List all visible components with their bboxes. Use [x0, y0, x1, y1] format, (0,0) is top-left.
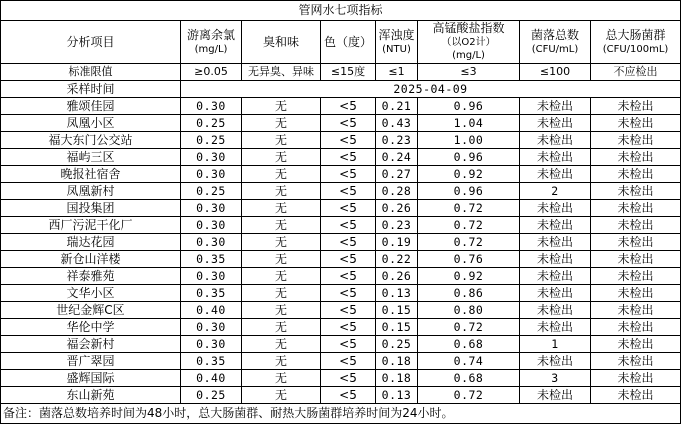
- cell-value: 无: [242, 387, 321, 404]
- cell-value: 未检出: [591, 200, 681, 217]
- cell-value: 0.72: [418, 234, 520, 251]
- cell-value: 未检出: [591, 387, 681, 404]
- cell-value: 0.68: [418, 336, 520, 353]
- cell-value: <5: [321, 149, 376, 166]
- site-name: 福屿三区: [1, 149, 181, 166]
- note-row: [1, 404, 681, 424]
- table-row: [1, 234, 681, 251]
- table-row: [1, 319, 681, 336]
- cell-value: 0.72: [418, 217, 520, 234]
- cell-value: <5: [321, 234, 376, 251]
- cell-value: <5: [321, 268, 376, 285]
- cell-value: 0.96: [418, 149, 520, 166]
- cell-value: 无: [242, 98, 321, 115]
- header-text-line1: 浑浊度: [378, 27, 415, 42]
- cell-value: 0.68: [418, 370, 520, 387]
- cell-value: 0.80: [418, 302, 520, 319]
- cell-value: 未检出: [520, 268, 591, 285]
- site-name: 凤凰小区: [1, 115, 181, 132]
- cell-value: 0.30: [181, 200, 242, 217]
- table-row: [1, 285, 681, 302]
- header-item: [1, 21, 181, 64]
- header-row: [1, 21, 681, 64]
- cell-value: 0.86: [418, 285, 520, 302]
- header-text-line1: 色（度）: [323, 34, 372, 49]
- cell-value: 0.72: [418, 387, 520, 404]
- cell-value: 未检出: [520, 353, 591, 370]
- cell-value: 0.25: [181, 115, 242, 132]
- cell-value: 未检出: [520, 132, 591, 149]
- cell-value: 未检出: [591, 268, 681, 285]
- cell-value: 0.22: [376, 251, 418, 268]
- sampling-time-row: [1, 81, 681, 98]
- header-text-line1: 游离余氯: [186, 27, 235, 42]
- cell-value: <5: [321, 166, 376, 183]
- cell-value: 3: [520, 370, 591, 387]
- cell-value: 未检出: [591, 353, 681, 370]
- cell-value: 未检出: [520, 149, 591, 166]
- site-name: 祥泰雅苑: [1, 268, 181, 285]
- standard-limit-value: 无异臭、异味: [242, 64, 321, 81]
- table-row: [1, 302, 681, 319]
- site-name: 晚报社宿舍: [1, 166, 181, 183]
- sampling-date: 2025-04-09: [181, 81, 681, 98]
- table-title: 管网水七项指标: [1, 1, 681, 21]
- cell-value: 未检出: [591, 234, 681, 251]
- cell-value: 0.25: [181, 387, 242, 404]
- header-text-line2: (CFU/100mL): [602, 43, 669, 55]
- cell-value: 0.35: [181, 353, 242, 370]
- standard-limit-value: ≤100: [520, 64, 591, 81]
- cell-value: 1.00: [418, 132, 520, 149]
- cell-value: <5: [321, 319, 376, 336]
- site-name: 雅颂佳园: [1, 98, 181, 115]
- header-text-line2: (CFU/mL): [531, 43, 579, 55]
- cell-value: 2: [520, 183, 591, 200]
- standard-limit-value: ≥0.05: [181, 64, 242, 81]
- sampling-time-label: 采样时间: [1, 81, 181, 98]
- standard-limit-value: 不应检出: [591, 64, 681, 81]
- cell-value: 1: [520, 336, 591, 353]
- site-name: 盛辉国际: [1, 370, 181, 387]
- cell-value: <5: [321, 200, 376, 217]
- table-row: [1, 336, 681, 353]
- cell-value: 无: [242, 183, 321, 200]
- table-row: [1, 217, 681, 234]
- cell-value: 0.26: [376, 200, 418, 217]
- header-total-coliforms: [591, 21, 681, 64]
- cell-value: 无: [242, 132, 321, 149]
- site-name: 福大东门公交站: [1, 132, 181, 149]
- cell-value: 未检出: [591, 319, 681, 336]
- cell-value: 未检出: [520, 285, 591, 302]
- cell-value: 未检出: [520, 319, 591, 336]
- cell-value: 0.15: [376, 302, 418, 319]
- cell-value: 未检出: [591, 132, 681, 149]
- cell-value: 0.30: [181, 166, 242, 183]
- cell-value: 0.72: [418, 200, 520, 217]
- header-permanganate-index: [418, 21, 520, 64]
- standard-limit-label: 标准限值: [1, 64, 181, 81]
- cell-value: 0.30: [181, 234, 242, 251]
- header-text-line1: 高锰酸盐指数: [432, 21, 505, 36]
- cell-value: 0.76: [418, 251, 520, 268]
- cell-value: <5: [321, 132, 376, 149]
- cell-value: 无: [242, 353, 321, 370]
- cell-value: <5: [321, 302, 376, 319]
- site-name: 新仓山洋楼: [1, 251, 181, 268]
- cell-value: 无: [242, 251, 321, 268]
- cell-value: 未检出: [520, 387, 591, 404]
- table-row: [1, 353, 681, 370]
- header-odor-taste: [242, 21, 321, 64]
- site-name: 西厂污泥干化厂: [1, 217, 181, 234]
- header-text-line2: （以O2计）: [441, 36, 496, 48]
- cell-value: 0.19: [376, 234, 418, 251]
- site-name: 晋广翠园: [1, 353, 181, 370]
- cell-value: 0.23: [376, 132, 418, 149]
- table-row: [1, 132, 681, 149]
- header-total-bacteria: [520, 21, 591, 64]
- cell-value: 未检出: [591, 251, 681, 268]
- table-row: [1, 98, 681, 115]
- cell-value: 未检出: [591, 302, 681, 319]
- cell-value: 0.27: [376, 166, 418, 183]
- cell-value: 0.35: [181, 285, 242, 302]
- table-row: [1, 387, 681, 404]
- cell-value: 0.30: [181, 319, 242, 336]
- cell-value: <5: [321, 387, 376, 404]
- cell-value: 0.30: [181, 217, 242, 234]
- cell-value: 0.30: [181, 98, 242, 115]
- cell-value: <5: [321, 217, 376, 234]
- cell-value: 0.40: [181, 302, 242, 319]
- header-text-line1: 总大肠菌群: [605, 27, 666, 42]
- site-name: 福会新村: [1, 336, 181, 353]
- cell-value: 0.28: [376, 183, 418, 200]
- site-name: 凤凰新村: [1, 183, 181, 200]
- cell-value: 未检出: [520, 98, 591, 115]
- cell-value: 未检出: [591, 336, 681, 353]
- cell-value: 0.96: [418, 183, 520, 200]
- cell-value: 0.25: [181, 183, 242, 200]
- cell-value: <5: [321, 336, 376, 353]
- site-name: 世纪金辉C区: [1, 302, 181, 319]
- cell-value: 无: [242, 285, 321, 302]
- cell-value: 未检出: [591, 98, 681, 115]
- cell-value: 1.04: [418, 115, 520, 132]
- cell-value: 无: [242, 149, 321, 166]
- cell-value: 0.24: [376, 149, 418, 166]
- site-name: 国投集团: [1, 200, 181, 217]
- cell-value: 0.96: [418, 98, 520, 115]
- cell-value: 未检出: [520, 251, 591, 268]
- cell-value: 无: [242, 217, 321, 234]
- cell-value: <5: [321, 183, 376, 200]
- cell-value: 未检出: [520, 234, 591, 251]
- site-name: 瑞达花园: [1, 234, 181, 251]
- cell-value: 未检出: [520, 200, 591, 217]
- cell-value: 0.25: [181, 132, 242, 149]
- cell-value: 0.18: [376, 353, 418, 370]
- cell-value: 未检出: [520, 302, 591, 319]
- table-body: [1, 1, 681, 424]
- cell-value: 0.15: [376, 319, 418, 336]
- footnote: 备注：菌落总数培养时间为48小时，总大肠菌群、耐热大肠菌群培养时间为24小时。: [1, 404, 681, 424]
- cell-value: <5: [321, 98, 376, 115]
- header-color: [321, 21, 376, 64]
- cell-value: 未检出: [591, 183, 681, 200]
- cell-value: 无: [242, 370, 321, 387]
- cell-value: 0.74: [418, 353, 520, 370]
- cell-value: 未检出: [591, 285, 681, 302]
- standard-limit-value: ≤3: [418, 64, 520, 81]
- header-turbidity: [376, 21, 418, 64]
- table-row: [1, 183, 681, 200]
- cell-value: 0.13: [376, 387, 418, 404]
- cell-value: 无: [242, 336, 321, 353]
- header-text-line1: 菌落总数: [530, 27, 579, 42]
- cell-value: 未检出: [520, 217, 591, 234]
- header-text-line3: (mg/L): [452, 50, 485, 62]
- cell-value: <5: [321, 285, 376, 302]
- cell-value: 未检出: [520, 115, 591, 132]
- table-row: [1, 166, 681, 183]
- cell-value: 0.72: [418, 319, 520, 336]
- header-text-line2: (mg/L): [194, 43, 228, 55]
- cell-value: 0.25: [376, 336, 418, 353]
- cell-value: 0.18: [376, 370, 418, 387]
- cell-value: <5: [321, 251, 376, 268]
- cell-value: 0.30: [181, 149, 242, 166]
- cell-value: 无: [242, 200, 321, 217]
- cell-value: 无: [242, 268, 321, 285]
- cell-value: 0.92: [418, 268, 520, 285]
- table-row: [1, 251, 681, 268]
- cell-value: 无: [242, 166, 321, 183]
- cell-value: 0.30: [181, 336, 242, 353]
- header-text-line1: 分析项目: [66, 34, 115, 49]
- cell-value: <5: [321, 115, 376, 132]
- cell-value: 无: [242, 115, 321, 132]
- table-row: [1, 370, 681, 387]
- cell-value: 未检出: [591, 370, 681, 387]
- cell-value: 无: [242, 302, 321, 319]
- cell-value: 无: [242, 234, 321, 251]
- cell-value: <5: [321, 370, 376, 387]
- cell-value: 未检出: [591, 115, 681, 132]
- standard-limit-value: ≤1: [376, 64, 418, 81]
- cell-value: 未检出: [520, 166, 591, 183]
- header-free-chlorine: [181, 21, 242, 64]
- table-row: [1, 149, 681, 166]
- cell-value: 0.43: [376, 115, 418, 132]
- cell-value: 未检出: [591, 166, 681, 183]
- cell-value: 0.26: [376, 268, 418, 285]
- cell-value: 无: [242, 319, 321, 336]
- table-row: [1, 115, 681, 132]
- header-text-line1: 臭和味: [262, 34, 299, 49]
- standard-limit-row: [1, 64, 681, 81]
- cell-value: 0.30: [181, 268, 242, 285]
- cell-value: 0.40: [181, 370, 242, 387]
- cell-value: 0.35: [181, 251, 242, 268]
- header-text-line2: (NTU): [382, 43, 411, 55]
- cell-value: 0.21: [376, 98, 418, 115]
- cell-value: 未检出: [591, 217, 681, 234]
- cell-value: 未检出: [591, 149, 681, 166]
- cell-value: 0.92: [418, 166, 520, 183]
- cell-value: 0.23: [376, 217, 418, 234]
- table-row: [1, 200, 681, 217]
- cell-value: 0.13: [376, 285, 418, 302]
- site-name: 华伦中学: [1, 319, 181, 336]
- cell-value: <5: [321, 353, 376, 370]
- table-row: [1, 268, 681, 285]
- site-name: 文华小区: [1, 285, 181, 302]
- standard-limit-value: ≤15度: [321, 64, 376, 81]
- site-name: 东山新苑: [1, 387, 181, 404]
